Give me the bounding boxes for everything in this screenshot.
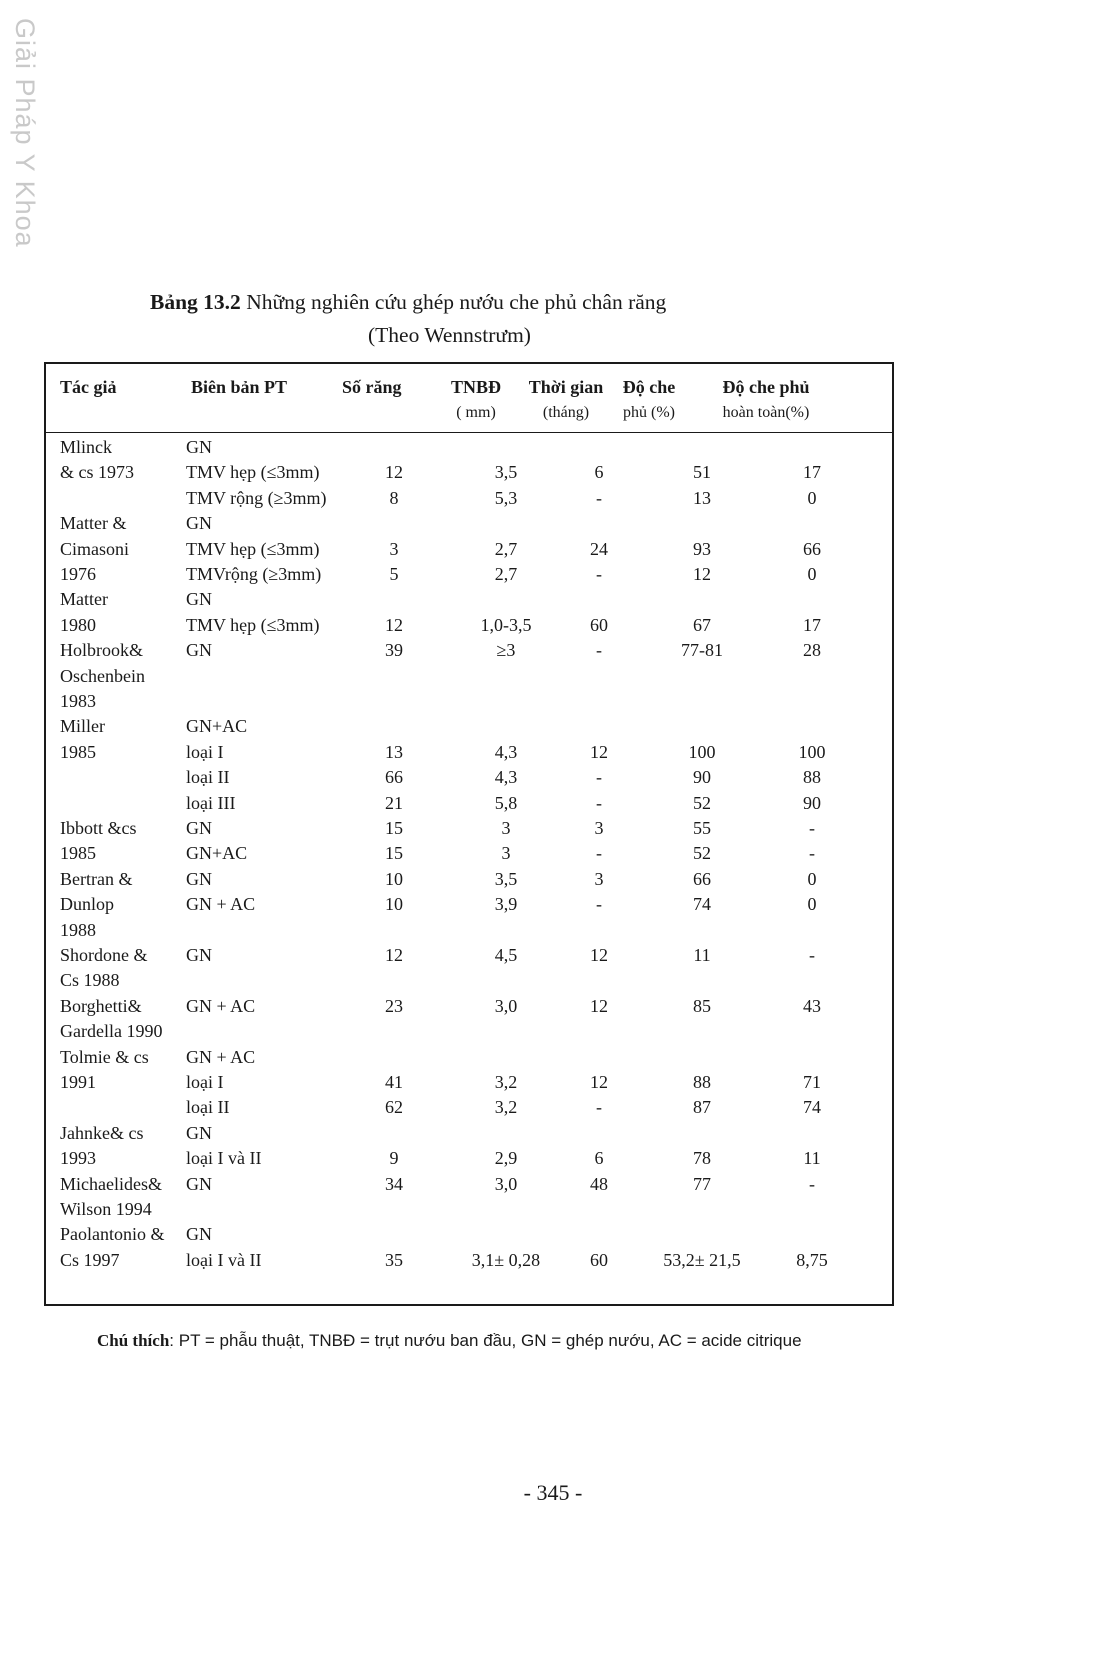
cell-author: 1980	[60, 614, 96, 635]
cell-coverage: 52	[693, 843, 711, 864]
cell-tnbd: 4,3	[494, 767, 518, 788]
cell-tnbd: 2,7	[494, 564, 518, 584]
cell-author: Matter &	[60, 513, 127, 534]
table-row	[46, 790, 892, 816]
cell-teeth-count: 35	[385, 1249, 403, 1270]
table-row	[46, 1171, 892, 1197]
cell-author: Tolmie & cs	[60, 1046, 149, 1067]
cell-teeth-count: 62	[385, 1097, 403, 1118]
cell-author: 1983	[60, 691, 96, 711]
cell-procedure: loại II	[186, 1097, 230, 1118]
cell-tnbd: 1,0-3,5	[480, 614, 532, 635]
cell-coverage: 93	[693, 538, 711, 559]
cell-procedure: loại III	[186, 792, 236, 813]
cell-complete-coverage: 71	[803, 1072, 821, 1092]
cell-procedure: TMVrộng (≥3mm)	[186, 564, 322, 584]
cell-author: Cs 1997	[60, 1249, 120, 1270]
cell-procedure: TMV rộng (≥3mm)	[186, 487, 327, 508]
cell-coverage: 11	[693, 945, 711, 965]
cell-teeth-count: 13	[385, 741, 403, 762]
cell-teeth-count: 15	[385, 843, 403, 864]
table-row	[46, 840, 892, 866]
cell-complete-coverage: 11	[803, 1148, 821, 1169]
watermark: Giải Pháp Y Khoa	[10, 18, 40, 248]
cell-duration: 6	[594, 1148, 604, 1169]
page-number: - 345 -	[523, 1480, 583, 1505]
cell-duration: 3	[594, 818, 604, 838]
table-row	[46, 1196, 892, 1222]
table-row	[46, 434, 892, 460]
cell-duration: -	[596, 792, 602, 813]
table-row	[46, 942, 892, 968]
cell-complete-coverage: -	[809, 945, 815, 965]
cell-duration: 60	[590, 1249, 608, 1270]
header-procedure: Biên bản PT	[191, 377, 288, 397]
cell-procedure: GN	[186, 1173, 212, 1194]
table-header	[46, 364, 892, 433]
cell-author: 1976	[60, 564, 96, 584]
header-author: Tác giả	[60, 377, 117, 397]
cell-duration: -	[596, 894, 602, 915]
cell-coverage: 53,2± 21,5	[663, 1249, 741, 1270]
cell-tnbd: 3,9	[494, 894, 518, 915]
table-row	[46, 764, 892, 790]
cell-coverage: 55	[693, 818, 711, 838]
cell-duration: -	[596, 487, 602, 508]
cell-complete-coverage: 43	[803, 995, 821, 1016]
cell-teeth-count: 9	[389, 1148, 399, 1169]
cell-complete-coverage: 90	[803, 792, 821, 813]
cell-procedure: loại I	[186, 1072, 224, 1092]
cell-author: Mlinck	[60, 437, 112, 457]
cell-complete-coverage: 17	[803, 614, 821, 635]
table-row	[46, 917, 892, 943]
cell-tnbd: 3,5	[494, 868, 518, 889]
cell-duration: 48	[590, 1173, 608, 1194]
cell-duration: 12	[590, 1072, 608, 1092]
cell-tnbd: 4,5	[494, 945, 518, 965]
cell-teeth-count: 12	[385, 945, 403, 965]
cell-teeth-count: 66	[385, 767, 403, 788]
cell-coverage: 52	[693, 792, 711, 813]
cell-coverage: 90	[693, 767, 711, 788]
table-caption	[150, 286, 790, 352]
cell-teeth-count: 12	[385, 614, 403, 635]
cell-coverage: 87	[693, 1097, 711, 1118]
cell-author: 1985	[60, 741, 96, 762]
cell-tnbd: 3,5	[494, 462, 518, 483]
cell-duration: 6	[594, 462, 604, 483]
cell-duration: 12	[590, 741, 608, 762]
cell-author: 1988	[60, 919, 96, 940]
table-row	[46, 1120, 892, 1146]
cell-author: Michaelides&	[60, 1173, 162, 1194]
cell-tnbd: 3	[501, 818, 511, 838]
table-row	[46, 485, 892, 511]
cell-procedure: TMV hẹp (≤3mm)	[186, 614, 320, 635]
table-row	[46, 637, 892, 663]
cell-duration: -	[596, 1097, 602, 1118]
cell-teeth-count: 8	[389, 487, 399, 508]
cell-complete-coverage: 0	[807, 564, 817, 584]
cell-author: Bertran &	[60, 868, 133, 889]
cell-complete-coverage: 0	[807, 868, 817, 889]
cell-procedure: GN	[186, 818, 212, 838]
cell-complete-coverage: 74	[803, 1097, 821, 1118]
cell-complete-coverage: -	[809, 1173, 815, 1194]
cell-tnbd: 3,2	[494, 1097, 518, 1118]
table-row	[46, 1094, 892, 1120]
table-row	[46, 536, 892, 562]
cell-author: Wilson 1994	[60, 1199, 152, 1219]
cell-author: Matter	[60, 589, 108, 610]
table-row	[46, 612, 892, 638]
cell-coverage: 51	[693, 462, 711, 483]
table-row	[46, 663, 892, 689]
table-row	[46, 1221, 892, 1247]
cell-tnbd: 2,9	[494, 1148, 518, 1169]
cell-complete-coverage: 88	[803, 767, 821, 788]
table-row	[46, 866, 892, 892]
cell-procedure: loại I	[186, 741, 224, 762]
cell-author: Oschenbein	[60, 665, 145, 686]
table-row	[46, 688, 892, 714]
cell-complete-coverage: -	[809, 843, 815, 864]
table-row	[46, 993, 892, 1019]
cell-procedure: loại I và II	[186, 1148, 262, 1169]
cell-coverage: 12	[693, 564, 711, 584]
cell-complete-coverage: 0	[807, 894, 817, 915]
cell-procedure: loại I và II	[186, 1249, 262, 1270]
table-row	[46, 510, 892, 536]
footnote-text: : PT = phẫu thuật, TNBĐ = trụt nướu ban đầu, GN = ghép nướu, AC = acide citrique	[169, 1331, 802, 1350]
cell-author: Cimasoni	[60, 538, 130, 559]
cell-tnbd: 3	[501, 843, 511, 864]
cell-author: 1991	[60, 1072, 96, 1092]
data-table	[44, 362, 894, 1306]
cell-author: Borghetti&	[60, 995, 142, 1016]
table-row	[46, 561, 892, 587]
cell-teeth-count: 10	[385, 868, 403, 889]
table-row	[46, 815, 892, 841]
cell-teeth-count: 39	[385, 640, 403, 661]
cell-procedure: TMV hẹp (≤3mm)	[186, 462, 320, 483]
table-row	[46, 586, 892, 612]
cell-author: Miller	[60, 716, 105, 737]
cell-author: & cs 1973	[60, 462, 134, 483]
cell-teeth-count: 5	[389, 564, 399, 584]
cell-procedure: GN	[186, 437, 212, 457]
cell-procedure: GN	[186, 640, 212, 661]
cell-duration: -	[596, 843, 602, 864]
cell-complete-coverage: 0	[807, 487, 817, 508]
cell-teeth-count: 21	[385, 792, 403, 813]
cell-coverage: 74	[693, 894, 711, 915]
cell-teeth-count: 12	[385, 462, 403, 483]
cell-procedure: GN+AC	[186, 716, 248, 737]
cell-procedure: GN	[186, 868, 212, 889]
cell-duration: -	[596, 640, 602, 661]
header-coverage: Độ che phủ (%)	[622, 377, 676, 421]
cell-duration: 12	[590, 945, 608, 965]
cell-duration: 12	[590, 995, 608, 1016]
cell-coverage: 88	[693, 1072, 711, 1092]
cell-tnbd: ≥3	[496, 640, 516, 661]
table-title: Những nghiên cứu ghép nướu che phủ chân răng	[240, 290, 667, 314]
header-teeth-count: Số răng	[342, 377, 402, 397]
cell-teeth-count: 3	[389, 538, 399, 559]
table-row	[46, 1069, 892, 1095]
footnote	[97, 1327, 857, 1355]
table-label: Bảng 13.2	[150, 290, 241, 314]
cell-author: Cs 1988	[60, 970, 120, 991]
cell-procedure: loại II	[186, 767, 230, 788]
cell-coverage: 66	[693, 868, 711, 889]
cell-teeth-count: 23	[385, 995, 403, 1016]
cell-tnbd: 3,2	[494, 1072, 518, 1092]
cell-coverage: 78	[693, 1148, 711, 1169]
cell-complete-coverage: 28	[803, 640, 821, 661]
cell-coverage: 100	[688, 741, 716, 762]
cell-procedure: GN+AC	[186, 843, 248, 864]
cell-author: 1993	[60, 1148, 96, 1169]
cell-teeth-count: 34	[385, 1173, 403, 1194]
cell-tnbd: 3,0	[494, 995, 518, 1016]
cell-procedure: TMV hẹp (≤3mm)	[186, 538, 320, 559]
cell-tnbd: 4,3	[494, 741, 518, 762]
cell-author: 1985	[60, 843, 96, 864]
header-tnbd: TNBĐ ( mm)	[450, 377, 501, 421]
table-row	[46, 1247, 892, 1273]
cell-complete-coverage: 17	[803, 462, 821, 483]
cell-coverage: 85	[693, 995, 711, 1016]
cell-coverage: 77-81	[681, 640, 723, 661]
cell-duration: -	[596, 564, 602, 584]
cell-tnbd: 5,3	[494, 487, 518, 508]
footnote-label: Chú thích	[97, 1331, 170, 1350]
cell-tnbd: 3,0	[494, 1173, 518, 1194]
cell-complete-coverage: 66	[803, 538, 821, 559]
cell-author: Jahnke& cs	[60, 1122, 144, 1143]
cell-duration: 3	[594, 868, 604, 889]
cell-procedure: GN + AC	[186, 1046, 256, 1067]
cell-author: Ibbott &cs	[60, 818, 137, 838]
cell-teeth-count: 10	[385, 894, 403, 915]
table-subtitle: (Theo Wennstrưm)	[368, 323, 531, 347]
cell-author: Paolantonio &	[60, 1224, 165, 1245]
cell-procedure: GN	[186, 1224, 212, 1245]
table-row	[46, 967, 892, 993]
table-row	[46, 713, 892, 739]
table-row	[46, 891, 892, 917]
cell-tnbd: 5,8	[494, 792, 518, 813]
cell-duration: 60	[590, 614, 608, 635]
cell-author: Gardella 1990	[60, 1021, 163, 1042]
header-duration: Thời gian (tháng)	[528, 377, 604, 421]
cell-tnbd: 3,1± 0,28	[471, 1249, 541, 1270]
cell-complete-coverage: 8,75	[796, 1249, 828, 1270]
cell-procedure: GN	[186, 513, 212, 534]
cell-duration: -	[596, 767, 602, 788]
cell-coverage: 67	[693, 614, 711, 635]
cell-author: Holbrook&	[60, 640, 143, 661]
table-row	[46, 1145, 892, 1171]
cell-teeth-count: 41	[385, 1072, 403, 1092]
cell-coverage: 13	[693, 487, 711, 508]
cell-procedure: GN + AC	[186, 894, 256, 915]
cell-procedure: GN	[186, 945, 212, 965]
cell-author: Shordone &	[60, 945, 148, 965]
table-row	[46, 739, 892, 765]
table-row	[46, 459, 892, 485]
table-row	[46, 1018, 892, 1044]
cell-tnbd: 2,7	[494, 538, 518, 559]
cell-coverage: 77	[693, 1173, 711, 1194]
cell-complete-coverage: -	[809, 818, 815, 838]
cell-author: Dunlop	[60, 894, 114, 915]
cell-procedure: GN	[186, 1122, 212, 1143]
cell-teeth-count: 15	[385, 818, 403, 838]
header-complete-coverage: Độ che phủ hoàn toàn(%)	[722, 377, 810, 421]
cell-procedure: GN + AC	[186, 995, 256, 1016]
cell-procedure: GN	[186, 589, 212, 610]
cell-duration: 24	[590, 538, 608, 559]
table-row	[46, 1044, 892, 1070]
cell-complete-coverage: 100	[798, 741, 826, 762]
